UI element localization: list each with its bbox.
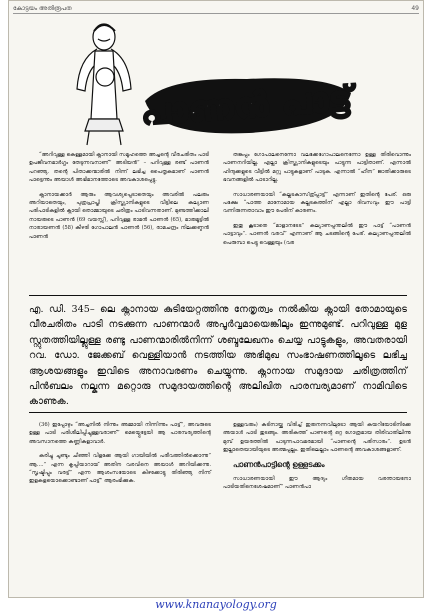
- intro-column-right: [223, 151, 411, 253]
- paragraph: തങ്കപ്പം ഗോപാലനെന്നോ വലക്കേഗോപാലനെന്നോ ഉള്ള തിരിവൊന്നും പാണനറിയില്ല. എല്ലാ ക്രിസ്ത്യാനികളുടെയും പാട്ടുന്ന പാട്ടിതാണ്. എന്നാൽ ഹിന്ദുക്കളുടെ വീട്ടിൽ മറ്റു പാട്ടുകളാണ് പാടുക. എന്നാൽ “ഹീന” ജാതിക്കാരുടെ ഭവനങ്ങളിൽ പാടാറില്ല.: [223, 152, 411, 184]
- paragraph: (36) ഇപ്പോഴും “അച്ചനിൽ നിന്നും അമ്മായി നിന്നിന്നും പാട്ട്”, അവരുടെ ഉള്ള പാടി പരിശീലിപ്പിച്ചുള്ളവരാണ്” മെയ്പ്പെട്ടേയി ആ പാരമ്പര്യത്തിന്റെ അവസാനത്തെ കണ്ണികളാവാർ.: [29, 422, 211, 445]
- magazine-page: [8, 0, 424, 598]
- header-left: കോട്ടയം അതിരൂപത: [13, 4, 72, 12]
- singer-illustration: [67, 19, 141, 147]
- paragraph: സാധാരണയായി “കല്ലടകാസ്‌ത്ര്പ്പാട്ട്” എന്നാണ് ഇതിന്റെ പേര്. ഒരു പക്ഷേ “പാത്ത മാനോമായ കല്ലടകത്തിന് എല്ലാ ദിവസവും ഈ പാട്ടി വന്നിരുന്നതാവാം ഈ പേരിന് കാരണം.: [223, 191, 411, 215]
- paragraph: സാധാരണയായി ഈ ആദ്യം ഗീതമായ വരന്തായനോ പാടിയതിനെശേഷമാണ്” പാണൻപാ: [223, 476, 411, 491]
- highlight-box: [29, 295, 407, 413]
- paragraph: “അറിവുള്ള കെള്ളമായി ക്നാനായി സമൂഹത്തെ അച്ചന്റെ വീരചരിതം പാടി ഉപജീവനമാർഗ്ഗം തേടുന്നവനാണ്” അടിയൻ” – പറിവുള്ള രണ്ട് പാണൻ പറഞ്ഞു. തന്റെ പിതാക്കന്മാരിൽ നിന്ന് ലഭിച്ച പൈതൃകമാണ് പാണൻ പാട്ടെന്നും അയാൾ അഭിമാനത്തോടെ അവകാശപ്പെട്ടു.: [29, 152, 209, 184]
- paragraph: കരിച്ചു ചൂണ്ടും ചീഞ്ഞി വിളക്കേ ആയി ഗായിയിൽ പരീവത്തിൽക്കൊന്നു” ആ....” എന്ന കൃപ്പിയാറായ് അതിന വരവിനെ അയാൾ അറിയിക്കന്നു. “സൃഷ്ടിപ്പും വരട്ട്” എന്ന ആശംസയോടെ കിഴക്കോട്ടു തിരിഞ്ഞു നിന്ന് ഇളകളയൊക്കൊണ്ടാണ് പാട്ട്” ആരംഭിക്കുക.: [29, 453, 211, 485]
- page-header: [13, 4, 419, 14]
- page-number: 49: [411, 5, 419, 12]
- intro-column-left: [29, 151, 209, 247]
- highlight-text: എ. ഡി. 345– ലെ ക്നാനായ കുടിയേറ്റത്തിനു നേതൃത്വം നൽകിയ ക്നായി തോമായുടെ വീരചരിതം പാടി നടക്കുന്ന പാണന്മാർ അപൂർവ്വമായെങ്കിലും ഇന്നുമുണ്ട്. പറിവുള്ള മുള സ്റ്റുതത്തിയില്ലുള്ള രണ്ടു പാണന്മാരിൽനിന്ന് ശബ്ദലേഖനം ചെയ്യ പാട്ടുകളും, അവതരായി റവ. ഡോ. ജേക്കബ് വെള്ളിയാൻ നടത്തിയ അഭിമുഖ സംഭാഷണത്തിലൂടെ ലഭിച്ച ആശയങ്ങളും ഇവിടെ അനാവരണം ചെയ്യുന്നു. ക്നാനായ സമുദായ ചരിത്രത്തിന് പിൻബലം നല്കുന്ന മറ്റൊരു സമുദായത്തിന്റെ അലിഖിത പാരമ്പര്യമാണ് നാമിവിടെ കാണുക.: [29, 304, 407, 408]
- section-subheading: പാണൻപാട്ടിന്റെ ഉള്ളടക്കം: [233, 459, 325, 469]
- paragraph: ഇതു കൂടാതെ “മാളാനടേട” കല്യാണപ്പന്തലിൽ ഈ പാട്ട് “പാണൻ പാട്ടാവും”. പാണൻ വരവ്” എന്നാണ് ആ ചടങ്ങിന്റെ പേര്. കല്യാണപ്പന്തലിൽ പെരുമ്പാ പെട്ടു വെള്ളയും (വര: [223, 222, 411, 246]
- paragraph: ഉള്ളവരും) കടിനായ്ക്കു വിരിച്ച് ഇരുനന്നവിലുടോ ആയി കയറിയോടിനിക്കേ അയാൾ പാടി തുടങ്ങും. അരികത്ത് പാണന്റെ ഒറ്റ ഗോത്രമായ തിരിവാതിലിന്നു മുമ്പ് ഉയരത്തിൽ പാടുന്നപാവമരമായി “പാണന്റെ പരിസാരം”. ഉടൻ ഇല്ലാതെയായിയുടെ അത്മപ്പല്ലം. ഇതിലെല്ലാം പാണന്റെ അവകാശങ്ങളാണ്.: [223, 422, 411, 454]
- title-banner-text-wrap: [137, 71, 357, 141]
- body-column-right: [223, 421, 411, 498]
- footer-url[interactable]: www.knanayology.org: [155, 598, 277, 611]
- body-column-left: [29, 421, 211, 492]
- paragraph: ക്നാനായക്കാർ ആരും ആവശ്യപ്പെടാതെയും അവരിൽ പലരും അറിയാതെയും, പുത്രപ്രാപ്തി ക്രിസ്ത്യാനികളുടെ വീട്ടിലെ കല്യാണ പരിപാടികളിൽ ക്നായി തൊമ്മായുടെ ചരിത്രം പാടിവന്നതാണ്. മുണ്ടത്തിക്കാലി നായരുടെ പാണൻ (69 വയസ്സ്), പറിവുള്ള രാമൻ പാണൻ (65), മാരുമൂട്ടിൽ നാരായണൻ (58) കീഴരി ഗോപാലൻ പാണൻ (56), രാമചന്ദ്രം നിലക്കണ്ഠൻ പാണൻ: [29, 191, 209, 240]
- article-title: പാണൻ പാട്ട്: [139, 78, 355, 134]
